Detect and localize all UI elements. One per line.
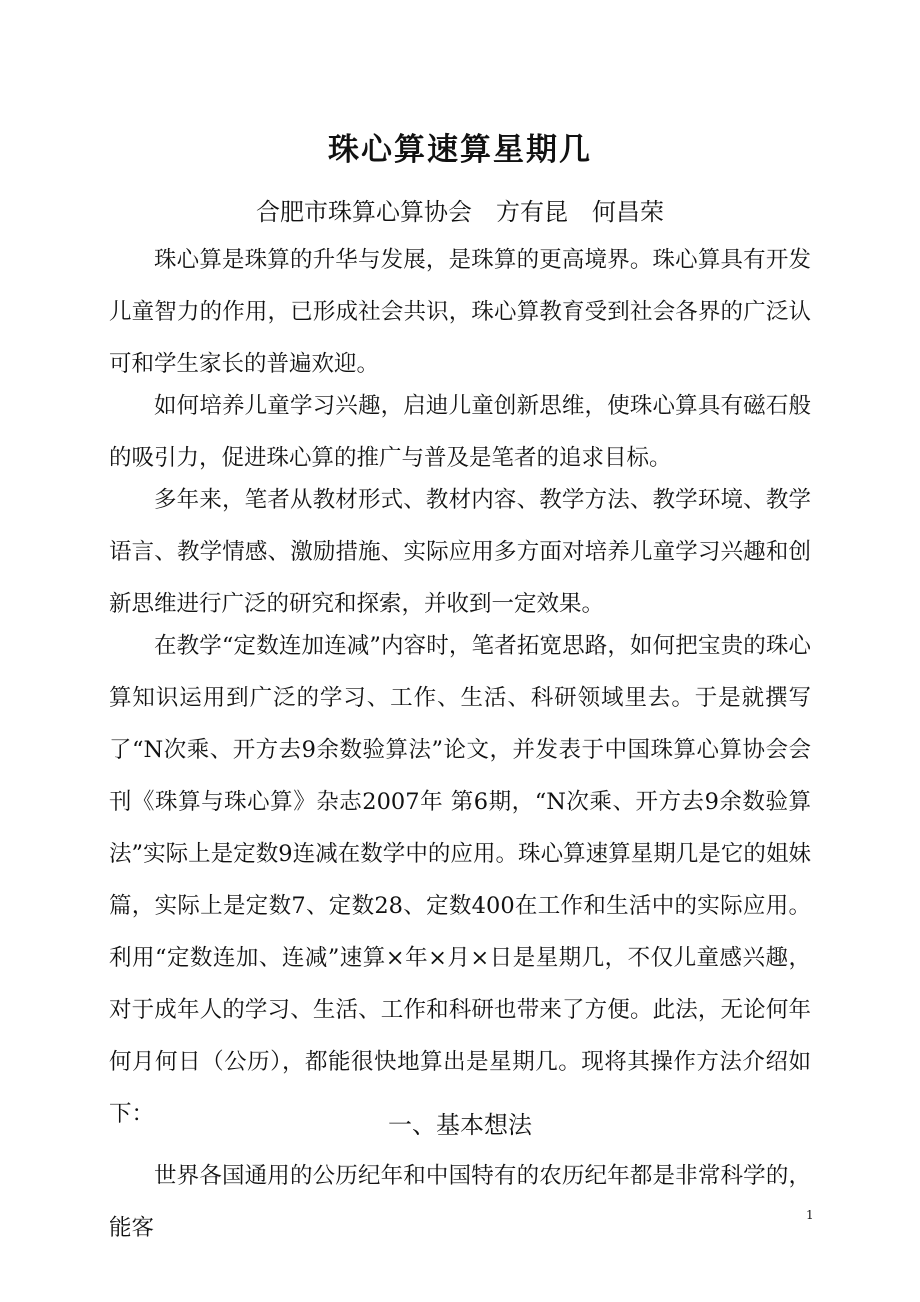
body-paragraph: 如何培养儿童学习兴趣，启迪儿童创新思维，使珠心算具有磁石般的吸引力，促进珠心算的推广与普及是笔者的追求目标。 — [109, 393, 811, 471]
author-line: 合肥市珠算心算协会 方有昆 何昌荣 — [256, 198, 664, 226]
body-paragraph: 多年来，笔者从教材形式、教材内容、教学方法、教学环境、教学语言、教学情感、激励措施、实际应用多方面对培养儿童学习兴趣和创新思维进行广泛的研究和探索，并收到一定效果。 — [109, 487, 811, 617]
document-title: 珠心算速算星期几 — [328, 132, 592, 168]
body-paragraph: 珠心算是珠算的升华与发展，是珠算的更高境界。珠心算具有开发儿童智力的作用，已形成社会共识，珠心算教育受到社会各界的广泛认可和学生家长的普遍欢迎。 — [109, 247, 811, 377]
section-heading: 一、基本想法 — [388, 1111, 532, 1139]
page-number: 1 — [806, 1208, 814, 1222]
body-paragraph: 在教学“定数连加连减”内容时，笔者拓宽思路，如何把宝贵的珠心算知识运用到广泛的学习、工作、生活、科研领域里去。于是就撰写了“N次乘、开方去9余数验算法”论文，并发表于中国珠算心算协会会刊《珠算与珠心算》杂志2007年 第6期，“N次乘、开方去9余数验算法”实际上是定数9连减在数学中的应用。珠心算速算星期几是它的姐妹篇，实际上是定数7、定数28、定数400在工作和生活中的实际应用。利用“定数连加、连减”速算×年×月×日是星期几，不仅儿童感兴趣，对于成年人的学习、生活、工作和科研也带来了方便。此法，无论何年何月何日（公历），都能很快地算出是星期几。现将其操作方法介绍如下： — [109, 633, 811, 1127]
section-paragraph: 世界各国通用的公历纪年和中国特有的农历纪年都是非常科学的，能客 — [109, 1163, 811, 1241]
